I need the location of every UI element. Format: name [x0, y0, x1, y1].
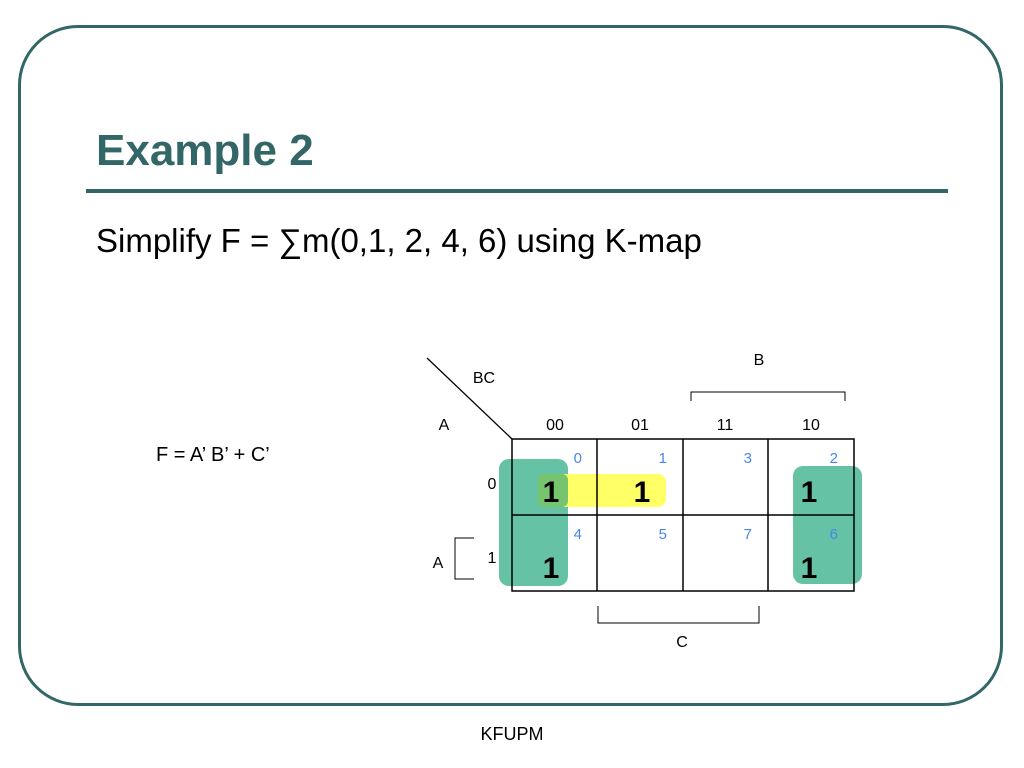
- simplified-result: F = A’ B’ + C’: [156, 444, 270, 466]
- col-header-00: 00: [546, 417, 564, 434]
- cell-value-0: 1: [542, 476, 560, 509]
- cell-index-5: 5: [658, 526, 667, 543]
- col-var-label: BC: [472, 370, 496, 387]
- slide-footer: KFUPM: [480, 724, 544, 744]
- cell-value-2: 1: [800, 476, 818, 509]
- cell-index-1: 1: [658, 450, 667, 467]
- problem-statement: Simplify F = ∑m(0,1, 2, 4, 6) using K-map: [96, 222, 702, 259]
- row-var-label: A: [438, 417, 450, 434]
- slide-title: Example 2: [96, 126, 314, 175]
- col-header-10: 10: [802, 417, 820, 434]
- cell-index-7: 7: [743, 526, 752, 543]
- cell-value-6: 1: [800, 552, 818, 585]
- row-header-1: 1: [487, 550, 497, 567]
- bracket-b: [691, 392, 845, 401]
- bracket-c: [598, 606, 759, 623]
- col-header-01: 01: [631, 417, 649, 434]
- row-header-0: 0: [487, 476, 497, 493]
- cell-index-3: 3: [743, 450, 752, 467]
- cell-value-1: 1: [633, 476, 651, 509]
- bracket-a-label: A: [432, 555, 444, 572]
- bracket-c-label: C: [676, 634, 688, 651]
- col-header-11: 11: [716, 417, 734, 434]
- cell-index-0: 0: [573, 450, 582, 467]
- bracket-a: [455, 538, 474, 579]
- bracket-b-label: B: [753, 352, 765, 369]
- cell-index-4: 4: [573, 526, 582, 543]
- cell-value-4: 1: [542, 552, 560, 585]
- cell-index-6: 6: [829, 526, 838, 543]
- cell-index-2: 2: [829, 450, 838, 467]
